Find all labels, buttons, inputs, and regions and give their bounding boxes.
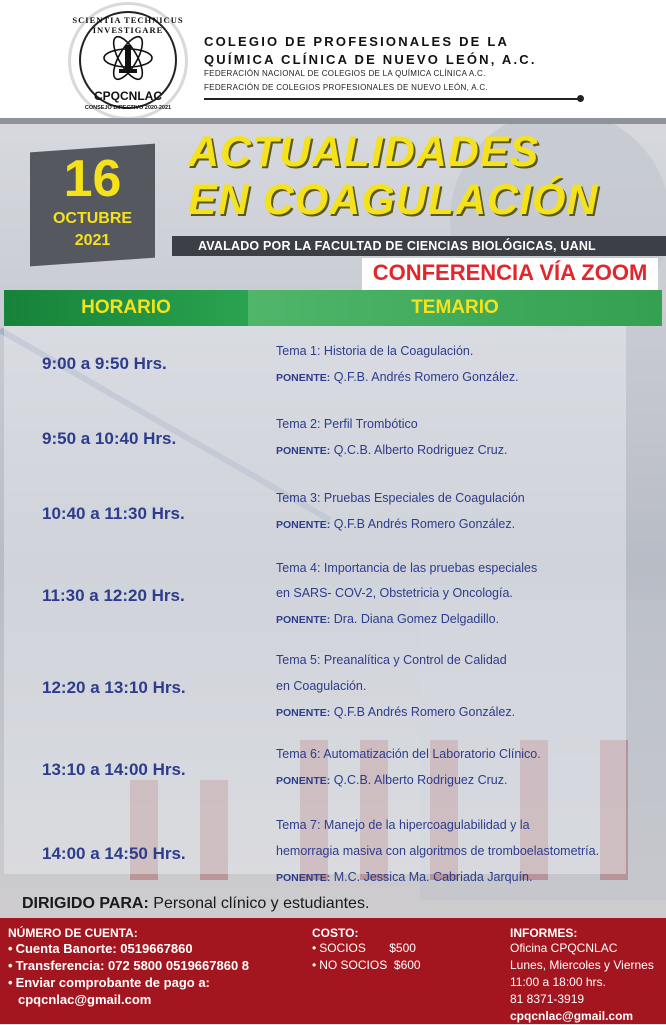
cpqcnlac-logo (68, 2, 188, 120)
endorsement-text: AVALADO POR LA FACULTAD DE CIENCIAS BIOLÓGICAS, UANL (198, 239, 596, 253)
schedule-header-topics-label: TEMARIO (411, 297, 499, 318)
atom-microscope-icon (101, 31, 155, 85)
cost-heading: COSTO: (312, 926, 359, 940)
schedule-time: 10:40 a 11:30 Hrs. (42, 504, 185, 523)
schedule-header-time-label: HORARIO (81, 297, 171, 318)
modality-text: CONFERENCIA VÍA ZOOM (372, 260, 648, 285)
audience-label: DIRIGIDO PARA: (22, 895, 149, 912)
logo-name: CPQCNLAC (94, 89, 162, 103)
account-line: • Enviar comprobante de pago a: (8, 974, 298, 991)
cost-item (312, 940, 462, 957)
cost-price: $500 (389, 941, 416, 955)
schedule-time: 14:00 a 14:50 Hrs. (42, 844, 186, 863)
speaker-name: Q.C.B. Alberto Rodriguez Cruz. (333, 773, 508, 787)
speaker-name: Q.F.B. Andrés Romero González. (333, 370, 519, 384)
topic-line: Tema 3: Pruebas Especiales de Coagulación (276, 491, 525, 505)
speaker-label: PONENTE: (276, 775, 331, 787)
topic-line: hemorragia masiva con algoritmos de tromboelastometría. (276, 844, 600, 858)
speaker-label: PONENTE: (276, 519, 331, 531)
footer (0, 918, 666, 1024)
speaker-name: Q.C.B. Alberto Rodriguez Cruz. (333, 443, 508, 457)
logo-motto: SCIENTIA TECHNICUS INVESTIGARE (72, 15, 184, 35)
org-name-line1: COLEGIO DE PROFESIONALES DE LA (204, 34, 510, 49)
topic-line: Tema 2: Perfil Trombótico (276, 417, 418, 431)
header-divider-dot (577, 95, 584, 102)
speaker-name: M.C. Jessica Ma. Cabriada Jarquín. (333, 870, 533, 884)
speaker-name: Dra. Diana Gomez Delgadillo. (333, 612, 500, 626)
info-line: Oficina CPQCNLAC (510, 941, 618, 955)
event-month: OCTUBRE (52, 210, 133, 227)
info-line: Lunes, Miercoles y Viernes (510, 958, 654, 972)
header (0, 0, 666, 118)
speaker-line (276, 612, 499, 626)
account-heading: NÚMERO DE CUENTA: (8, 926, 138, 940)
topic-line: Tema 6: Automatización del Laboratorio Clínico. (276, 747, 541, 761)
contact-info (510, 926, 660, 1025)
schedule-time: 11:30 a 12:20 Hrs. (42, 586, 185, 605)
audience-value: Personal clínico y estudiantes. (153, 895, 370, 912)
topic-line: Tema 1: Historia de la Coagulación. (276, 344, 474, 358)
org-name-line2: QUÍMICA CLÍNICA DE NUEVO LEÓN, A.C. (204, 52, 537, 67)
account-info (8, 926, 298, 1008)
info-line: 11:00 a 18:00 hrs. (510, 975, 606, 989)
event-title-line1: ACTUALIDADES (188, 128, 540, 176)
speaker-name: Q.F.B Andrés Romero González. (333, 517, 516, 531)
topic-line: Tema 5: Preanalítica y Control de Calidad (276, 653, 507, 667)
audience (22, 895, 369, 913)
speaker-label: PONENTE: (276, 872, 331, 884)
cost-label: NO SOCIOS (319, 958, 388, 972)
cost-label: SOCIOS (319, 941, 366, 955)
speaker-line (276, 870, 532, 884)
schedule-time: 12:20 a 13:10 Hrs. (42, 678, 186, 697)
speaker-label: PONENTE: (276, 707, 331, 719)
speaker-line (276, 705, 515, 719)
event-year: 2021 (74, 232, 111, 249)
topic-line: en SARS- COV-2, Obstetricia y Oncología. (276, 586, 513, 600)
header-divider (204, 98, 580, 100)
info-heading: INFORMES: (510, 926, 578, 940)
event-day: 16 (63, 150, 122, 208)
speaker-name: Q.F.B Andrés Romero González. (333, 705, 516, 719)
speaker-label: PONENTE: (276, 614, 331, 626)
account-line: • Transferencia: 072 5800 0519667860 8 (8, 957, 298, 974)
federation-line1: FEDERACIÓN NACIONAL DE COLEGIOS DE LA QUÍMICA CLÍNICA A.C. (204, 69, 486, 78)
account-email[interactable]: cpqcnlac@gmail.com (18, 992, 152, 1007)
schedule-header-time (4, 290, 248, 326)
speaker-line (276, 443, 507, 457)
header-band (0, 118, 666, 124)
speaker-label: PONENTE: (276, 445, 331, 457)
speaker-label: PONENTE: (276, 372, 331, 384)
info-email[interactable]: cpqcnlac@gmail.com (510, 1009, 634, 1023)
schedule-time: 9:00 a 9:50 Hrs. (42, 354, 167, 373)
cost-price: $600 (393, 958, 421, 972)
event-title-line2: EN COAGULACIÓN (188, 176, 599, 224)
federation-line2: FEDERACIÓN DE COLEGIOS PROFESIONALES DE NUEVO LEÓN, A.C. (204, 83, 488, 92)
speaker-line (276, 370, 519, 384)
speaker-line (276, 517, 515, 531)
topic-line: en Coagulación. (276, 679, 367, 693)
schedule-header-topics (248, 290, 662, 326)
schedule-time: 9:50 a 10:40 Hrs. (42, 429, 177, 448)
logo-subtitle: CONSEJO DIRECTIVO 2020-2021 (84, 105, 172, 111)
info-phone[interactable]: 81 8371-3919 (510, 992, 585, 1006)
topic-line: Tema 4: Importancia de las pruebas especiales (276, 561, 538, 575)
topic-line: Tema 7: Manejo de la hipercoagulabilidad y la (276, 818, 530, 832)
cost-item (312, 957, 462, 974)
account-line: • Cuenta Banorte: 0519667860 (8, 940, 298, 957)
cost-info (312, 926, 462, 974)
schedule-time: 13:10 a 14:00 Hrs. (42, 760, 186, 779)
speaker-line (276, 773, 507, 787)
